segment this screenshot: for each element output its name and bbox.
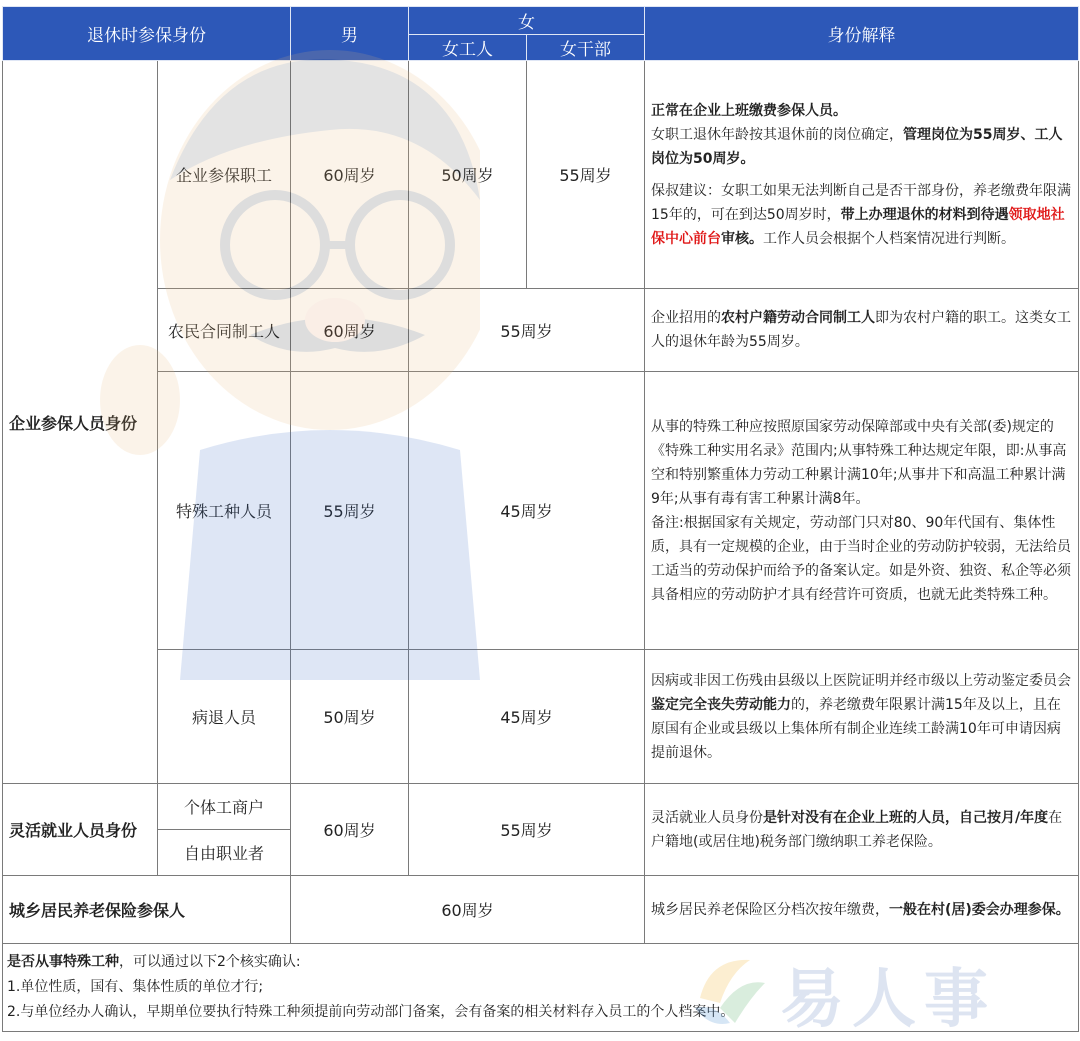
table-row: [3, 289, 1079, 372]
male-age: 50周岁: [291, 650, 409, 784]
female-age: 55周岁: [409, 289, 645, 372]
type-migrant: 农民合同制工人: [158, 289, 291, 372]
desc-special: [645, 372, 1079, 650]
male-age: 60周岁: [291, 61, 409, 289]
type-special: 特殊工种人员: [158, 372, 291, 650]
male-age: 55周岁: [291, 372, 409, 650]
desc-text: 即为农村户籍的职工。这类女工人的退休年龄为55周岁。: [651, 310, 1071, 350]
desc-text: 正常在企业上班缴费参保人员。: [651, 102, 847, 119]
footer-notes: [3, 944, 1079, 1032]
desc-text: 城乡居民养老保险区分档次按年缴费，: [651, 901, 889, 918]
female-worker-age: 50周岁: [409, 61, 527, 289]
desc-text: 从事的特殊工种应按照原国家劳动保障部或中央有关部(委)规定的《特殊工种实用名录》范围内;从事特殊工种达规定年限，即:从事高空和特别繁重体力劳动工种累计满10年;从事井下和高温工种累计满9年;从事有毒有害工种累计满8年。: [651, 418, 1067, 507]
desc-text: 管理岗位为55周岁、工人岗位为50周岁。: [651, 126, 1063, 167]
female-age: 45周岁: [409, 650, 645, 784]
desc-urban-rural: [645, 876, 1079, 944]
type-employee: 企业参保职工: [158, 61, 291, 289]
header-female: 女: [409, 7, 645, 35]
desc-text: 工作人员会根据个人档案情况进行判断。: [763, 230, 1015, 247]
watermark-text: 易人事: [780, 963, 996, 1037]
type-self-employed: 个体工商户: [158, 784, 291, 830]
male-age: 60周岁: [291, 289, 409, 372]
header-male: 男: [291, 7, 409, 61]
type-sick: 病退人员: [158, 650, 291, 784]
retirement-age-table: [2, 6, 1079, 1032]
table-row: [3, 61, 1079, 289]
desc-highlight: 领取地社保中心前台: [651, 206, 1065, 247]
header-explanation: 身份解释: [645, 7, 1079, 61]
desc-text: 企业招用的: [651, 310, 721, 326]
desc-text: 自己按月/年度: [959, 809, 1049, 826]
desc-text: 是针对没有在企业上班的人员，: [763, 809, 959, 826]
age-all: 60周岁: [291, 876, 645, 944]
desc-text: 因病或非因工伤残由县级以上医院证明并经市级以上劳动鉴定委员会: [651, 672, 1071, 689]
header-female-worker: 女工人: [409, 35, 527, 61]
table-row: [3, 372, 1079, 650]
male-age: 60周岁: [291, 784, 409, 876]
desc-employee: [645, 61, 1079, 289]
desc-flexible: [645, 784, 1079, 876]
header-identity: 退休时参保身份: [3, 7, 291, 61]
desc-text: 带上办理退休的材料到待遇: [840, 206, 1009, 223]
desc-text: 农村户籍劳动合同制工人: [721, 310, 875, 326]
footer-text: ，可以通过以下2个核实确认:: [119, 954, 301, 970]
footer-text: 是否从事特殊工种: [7, 954, 119, 970]
desc-text: 的，养老缴费年限累计满15年及以上，且在原国有企业或县级以上集体所有制企业连续工龄满10年可申请因病提前退休。: [651, 696, 1061, 761]
type-freelancer: 自由职业者: [158, 830, 291, 876]
female-cadre-age: 55周岁: [527, 61, 645, 289]
group-urban-rural: 城乡居民养老保险参保人: [3, 876, 291, 944]
desc-text: 保叔建议：女职工如果无法判断自己是否干部身份，养老缴费年限满15年的，可在到达50周岁时，: [651, 182, 1071, 223]
female-age: 45周岁: [409, 372, 645, 650]
desc-text: 审核。: [721, 230, 763, 247]
female-age: 55周岁: [409, 784, 645, 876]
desc-text: 一般在村(居)委会办理参保。: [889, 901, 1070, 918]
desc-text: 鉴定完全丧失劳动能力: [651, 696, 791, 713]
desc-text: 灵活就业人员身份: [651, 809, 763, 826]
group-flexible: 灵活就业人员身份: [3, 784, 158, 876]
table-row: [3, 650, 1079, 784]
desc-migrant: [645, 289, 1079, 372]
footer-text: 2.与单位经办人确认，早期单位要执行特殊工种须提前向劳动部门备案，会有备案的相关材料存入员工的个人档案中。: [7, 1004, 735, 1020]
desc-text: 女职工退休年龄按其退休前的岗位确定，: [651, 126, 903, 143]
desc-sick: [645, 650, 1079, 784]
footer-text: 1.单位性质，国有、集体性质的单位才行;: [7, 979, 264, 995]
desc-text: 在户籍地(或居住地)税务部门缴纳职工养老保险。: [651, 809, 1063, 850]
table-row: [3, 876, 1079, 944]
group-enterprise: 企业参保人员身份: [3, 61, 158, 784]
table-row: [3, 784, 1079, 830]
desc-text: 备注:根据国家有关规定，劳动部门只对80、90年代国有、集体性质，具有一定规模的企业，由于当时企业的劳动防护较弱，无法给员工适当的劳动保护而给予的备案认定。如是外资、独资、私企等必须具备相应的劳动防护才具有经营许可资质，也就无此类特殊工种。: [651, 514, 1071, 603]
header-female-cadre: 女干部: [527, 35, 645, 61]
